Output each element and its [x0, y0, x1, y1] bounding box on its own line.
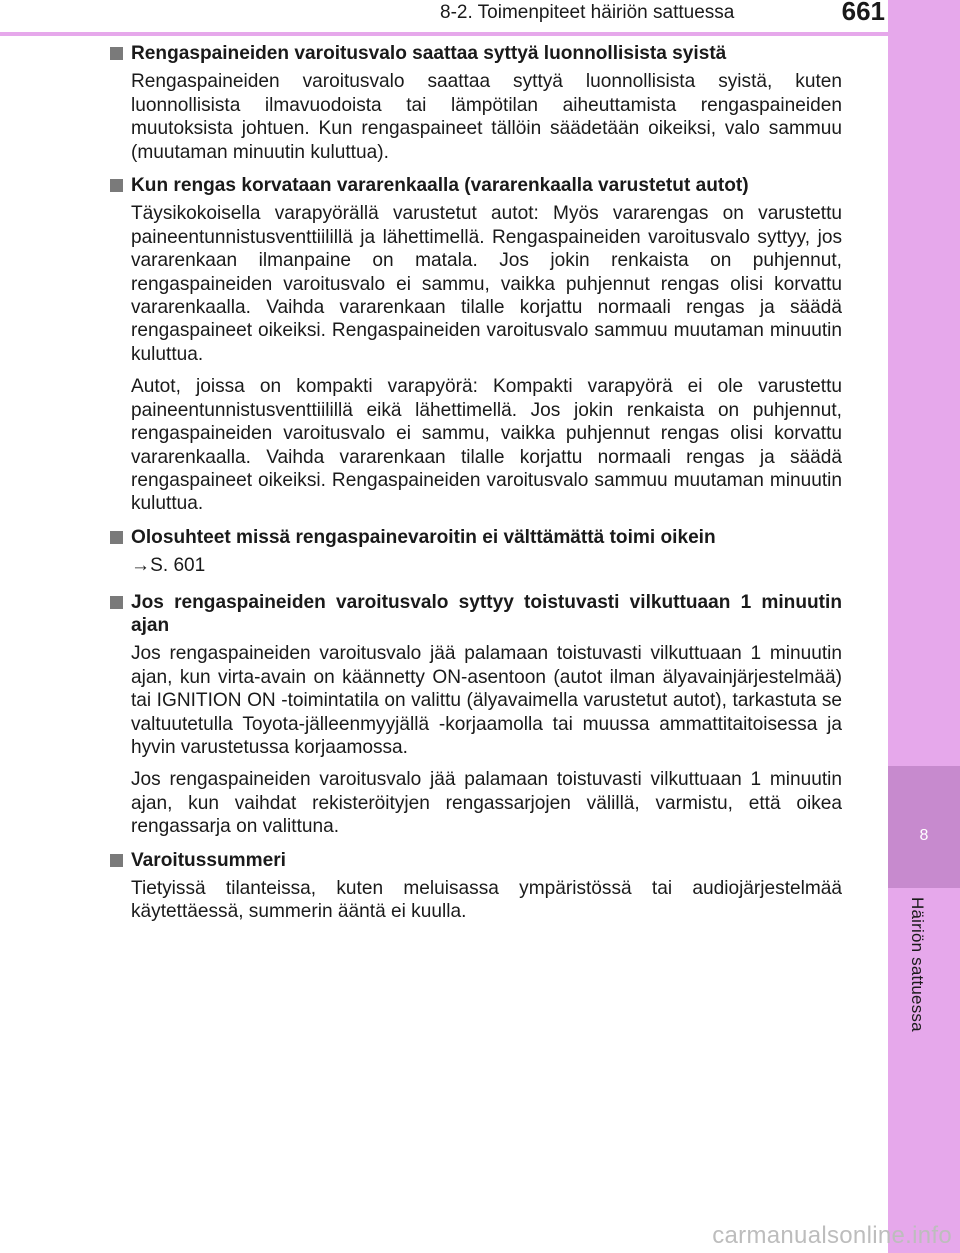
- square-bullet-icon: [110, 179, 123, 192]
- page-reference-link[interactable]: →S. 601: [131, 555, 206, 577]
- paragraph: Autot, joissa on kompakti varapyörä: Kompakti varapyörä ei ole varustettu paineentunnistusventtiilillä eikä lähettimellä. Jos jokin renkaista on puhjennut, rengaspaineiden varoitusvalo ei sammu, vaikka puhjennut rengas olisi korvattu vararenkaalla. Vaihda vararenkaan tilalle korjattu normaali rengas ja säädä rengaspaineet oikeiksi. Rengaspaineiden varoitusvalo sammuu muutaman minuutin kuluttua.: [131, 376, 842, 515]
- section-heading: [108, 591, 842, 638]
- paragraph: Tietyissä tilanteissa, kuten meluisassa ympäristössä tai audiojärjestelmää käytettäessä, summerin ääntä ei kuulla.: [131, 878, 842, 923]
- paragraph: Täysikokoisella varapyörällä varustetut autot: Myös vararengas on varustettu paineentunnistusventtiilillä ja lähettimellä. Rengaspaineiden varoitusvalo syttyy, jos vararenkaan ilmanpaine on matala. Jos jokin renkaista on puhjennut, rengaspaineiden varoitusvalo ei sammu, vaikka puhjennut rengas olisi korvattu vararenkaalla. Vaihda vararenkaan tilalle korjattu normaali rengas ja säädä rengaspaineet oikeiksi. Rengaspaineiden varoitusvalo sammuu muutaman minuutin kuluttua.: [131, 203, 842, 365]
- header-divider: [0, 32, 888, 36]
- square-bullet-icon: [110, 854, 123, 867]
- page-body: [108, 42, 842, 933]
- square-bullet-icon: [110, 531, 123, 544]
- section-heading: [108, 174, 842, 197]
- side-tab-bar: [888, 0, 960, 1253]
- paragraph: Jos rengaspaineiden varoitusvalo jää palamaan toistuvasti vilkuttuaan 1 minuutin ajan, kun vaihdat rekisteröityjen rengassarjojen välillä, varmistu, että oikea rengassarja on valittuna.: [131, 769, 842, 838]
- section-title: 8-2. Toimenpiteet häiriön sattuessa: [440, 2, 735, 23]
- section-heading: [108, 526, 842, 549]
- chapter-number: 8: [919, 827, 929, 844]
- chapter-label: Häiriön sattuessa: [908, 897, 927, 1032]
- heading-text: Rengaspaineiden varoitusvalo saattaa syttyä luonnollisista syistä: [131, 43, 727, 64]
- section-heading: [108, 42, 842, 65]
- square-bullet-icon: [110, 47, 123, 60]
- heading-text: Kun rengas korvataan vararenkaalla (vararenkaalla varustetut autot): [131, 175, 749, 197]
- heading-text: Varoitussummeri: [131, 849, 286, 871]
- watermark: carmanualsonline.info: [712, 1222, 952, 1249]
- square-bullet-icon: [110, 596, 123, 609]
- paragraph: Jos rengaspaineiden varoitusvalo jää palamaan toistuvasti vilkuttuaan 1 minuutin ajan, kun virta-avain on käännetty ON-asentoon (autot ilman älyavainjärjestelmää) tai IGNITION ON -toimintatila on valittu (älyavaimella varustetut autot), tarkastuta se valtuutetulla Toyota-jälleenmyyjällä -korjaamolla tai muussa ammattitaitoisessa ja hyvin varustetussa korjaamossa.: [131, 643, 842, 758]
- section-heading: [108, 849, 842, 872]
- heading-text: Jos rengaspaineiden varoitusvalo syttyy toistuvasti vilkuttuaan 1 minuutin ajan: [131, 591, 842, 636]
- page-number: 661: [841, 0, 885, 26]
- heading-text: Olosuhteet missä rengaspainevaroitin ei välttämättä toimi oikein: [131, 526, 716, 548]
- paragraph: Rengaspaineiden varoitusvalo saattaa syttyä luonnollisista syistä, kuten luonnollisista ilmavuodoista tai lämpötilan aiheuttamista rengaspaineiden muutoksista johtuen. Kun rengaspaineet tällöin säädetään oikeiksi, valo sammuu (muutaman minuutin kuluttua).: [131, 71, 842, 163]
